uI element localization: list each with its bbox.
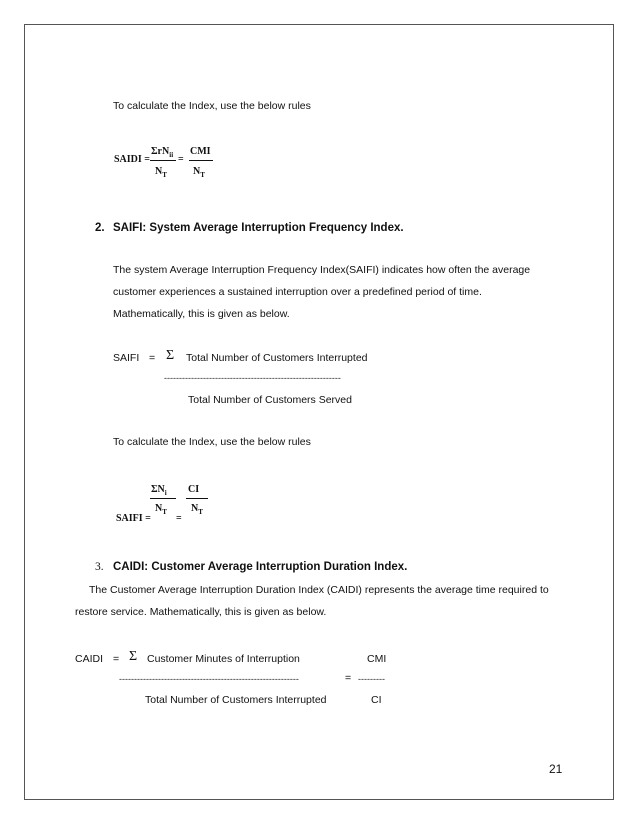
caidi-right-denominator: CI	[371, 694, 382, 706]
section-3-para-line-1: The Customer Average Interruption Duration Index (CAIDI) represents the average time required to	[89, 584, 549, 596]
caidi-equals: =	[113, 653, 120, 665]
saidi-equals: =	[178, 154, 184, 165]
saifi-formula-numerator-1: $\Sigma N_i$	[151, 484, 167, 497]
saifi-formula-denominator-1: $N_T$	[155, 503, 167, 516]
saifi-label: SAIFI	[113, 352, 140, 364]
saifi-formula-numerator-2: CI	[188, 484, 200, 495]
saidi-lhs: SAIDI =	[114, 154, 150, 165]
caidi-sigma: Σ	[129, 649, 138, 664]
saidi-denominator-2: $N_T$	[193, 166, 205, 179]
saifi-numerator: Total Number of Customers Interrupted	[186, 352, 368, 364]
section-2-para-line-2: customer experiences a sustained interruption over a predefined period of time.	[113, 286, 482, 298]
saifi-divider: -----------------------------------------------------------	[164, 373, 341, 383]
saifi-formula-equals: =	[176, 513, 182, 524]
caidi-right-numerator: CMI	[367, 653, 387, 665]
section-3-number: 3.	[95, 561, 104, 573]
saifi-formula-lhs: SAIFI =	[116, 513, 151, 524]
caidi-mid-equals: =	[345, 672, 352, 684]
section-2-para-line-1: The system Average Interruption Frequency Index(SAIFI) indicates how often the average	[113, 264, 531, 276]
saidi-fraction-bar-1	[150, 160, 176, 161]
section-3-title: CAIDI: Customer Average Interruption Duration Index.	[113, 561, 408, 573]
saifi-denominator: Total Number of Customers Served	[188, 394, 352, 406]
caidi-right-divider: ---------	[358, 674, 385, 684]
section-2-title: SAIFI: System Average Interruption Frequency Index.	[113, 222, 404, 234]
page-number: 21	[549, 762, 563, 776]
saifi-formula-bar-1	[150, 498, 176, 499]
section-2-rules-text: To calculate the Index, use the below rules	[113, 436, 311, 448]
saifi-formula-bar-2	[186, 498, 208, 499]
saifi-formula-denominator-2: $N_T$	[191, 503, 203, 516]
caidi-divider: ------------------------------------------------------------	[119, 674, 299, 684]
section-2-number: 2.	[95, 222, 105, 234]
saifi-sigma: Σ	[166, 348, 175, 363]
saidi-denominator-1: $N_T$	[155, 166, 167, 179]
saidi-fraction-bar-2	[189, 160, 213, 161]
caidi-numerator: Customer Minutes of Interruption	[147, 653, 300, 665]
caidi-denominator: Total Number of Customers Interrupted	[145, 694, 327, 706]
saifi-equals: =	[149, 352, 156, 364]
saidi-numerator-1: ΣrN$_{ii}$	[151, 146, 174, 159]
intro-rules-text: To calculate the Index, use the below rules	[113, 100, 311, 112]
caidi-label: CAIDI	[75, 653, 104, 665]
section-2-para-line-3: Mathematically, this is given as below.	[113, 308, 290, 320]
saidi-numerator-2: CMI	[190, 146, 211, 157]
section-3-para-line-2: restore service. Mathematically, this is given as below.	[75, 606, 327, 618]
page-border	[24, 24, 614, 800]
